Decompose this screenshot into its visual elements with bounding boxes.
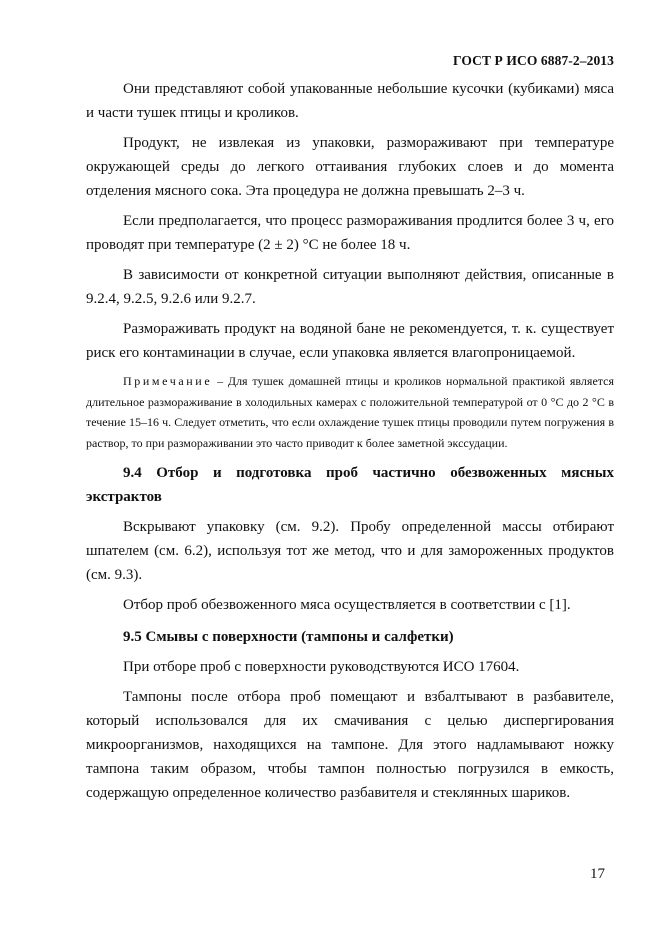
paragraph: Продукт, не извлекая из упаковки, размораживают при температуре окружающей среды до легкого оттаивания глубоких слоев и до момента отделения мясного сока. Эта процедура не должна превышать 2–3 ч. (86, 135, 614, 199)
document-body (86, 77, 614, 805)
section-heading-9-4: 9.4 Отбор и подготовка проб частично обезвоженных мясных экстрактов (86, 465, 614, 505)
paragraph: При отборе проб с поверхности руководствуются ИСО 17604. (123, 659, 520, 675)
paragraph: Отбор проб обезвоженного мяса осуществляется в соответствии с [1]. (123, 597, 571, 613)
page-number: 17 (590, 866, 605, 882)
paragraph: Они представляют собой упакованные небольшие кусочки (кубиками) мяса и части тушек птицы и кроликов. (86, 81, 614, 121)
section-heading-9-5: 9.5 Смывы с поверхности (тампоны и салфетки) (123, 629, 454, 645)
document-header: ГОСТ Р ИСО 6887-2–2013 (453, 53, 614, 68)
paragraph: В зависимости от конкретной ситуации выполняют действия, описанные в 9.2.4, 9.2.5, 9.2.6 или 9.2.7. (86, 267, 614, 307)
paragraph: Размораживать продукт на водяной бане не рекомендуется, т. к. существует риск его контаминации в случае, если упаковка является влагопроницаемой. (86, 321, 614, 361)
paragraph: Если предполагается, что процесс размораживания продлится более 3 ч, его проводят при температуре (2 ± 2) °С не более 18 ч. (86, 213, 614, 253)
note-paragraph (86, 371, 614, 453)
paragraph: Вскрывают упаковку (см. 9.2). Пробу определенной массы отбирают шпателем (см. 6.2), используя тот же метод, что и для замороженных продуктов (см. 9.3). (86, 519, 614, 583)
paragraph: Тампоны после отбора проб помещают и взбалтывают в разбавителе, который использовался для их смачивания с целью диспергирования микроорганизмов, находящихся на тампоне. Для этого надламывают ножку тампона таким образом, чтобы тампон полностью погрузился в емкость, содержащую определенное количество разбавителя и стеклянных шариков. (86, 689, 614, 801)
note-text: – Для тушек домашней птицы и кроликов нормальной практикой является длительное размораживание в холодильных камерах с положительной температурой от 0 °С до 2 °С в течение 15–16 ч. Следует отметить, что если охлаждение тушек птицы проводили путем погружения в раствор, то при размораживании это часто приводит к более заметной экссудации. (86, 374, 614, 450)
note-label: Примечание (123, 374, 213, 388)
